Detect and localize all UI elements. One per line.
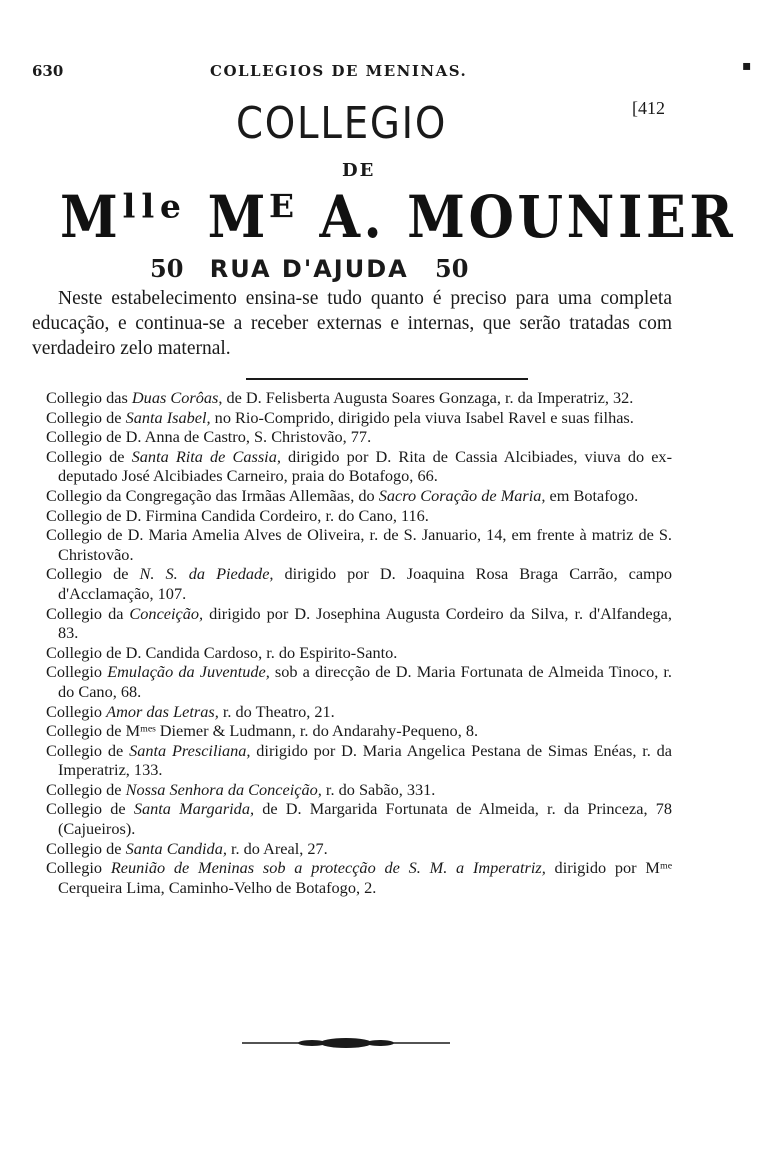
entry-pre: Collegio da	[46, 603, 130, 623]
entry-it: Duas Corôas	[131, 388, 219, 407]
college-entry	[46, 604, 672, 643]
college-entry	[46, 839, 672, 859]
entry-post: sob a direcção de D. Maria Fortunata de Almeida Tinoco, r. do Cano, 68.	[58, 662, 673, 701]
college-entry	[46, 662, 672, 701]
college-list	[46, 388, 672, 897]
entry-pre: Collegio	[46, 701, 107, 721]
college-entry	[46, 780, 672, 800]
entry-pre: Collegio de	[46, 446, 132, 466]
edge-mark: ▪	[742, 58, 752, 74]
college-entry	[46, 447, 672, 486]
ornament-divider	[242, 1036, 450, 1050]
entry-pre: Collegio de D. Firmina Candida Cordeiro, r. do Cano, 116.	[46, 505, 429, 525]
entry-pre: Collegio das	[46, 388, 132, 407]
entry-post: dirigido por D. Joaquina Rosa Braga Carrão, campo d'Acclamação, 107.	[58, 564, 672, 603]
college-entry	[46, 408, 672, 428]
entry-it: Santa Margarida,	[133, 799, 255, 819]
advert-title: COLLEGIO	[236, 98, 448, 149]
entry-pre: Collegio	[46, 858, 111, 878]
college-entry	[46, 858, 672, 897]
advert-name-display: Mˡˡᵉ Mᴱ A. MOUNIER	[60, 183, 737, 251]
entry-post: dirigido por Mᵐᵉ Cerqueira Lima, Caminho-Velho de Botafogo, 2.	[58, 858, 672, 897]
entry-post: r. do Areal, 27.	[226, 838, 328, 858]
address-number-left: 50	[150, 254, 184, 283]
college-entry	[46, 721, 672, 741]
entry-it: Santa Presciliana,	[129, 740, 251, 760]
entry-post: , de D. Felisberta Augusta Soares Gonzaga, r. da Imperatriz, 32.	[218, 388, 634, 407]
college-entry	[46, 427, 672, 447]
entry-it: Santa Isabel,	[125, 407, 211, 427]
college-entry	[46, 506, 672, 526]
entry-post: r. do Theatro, 21.	[218, 701, 335, 721]
entry-post: de D. Margarida Fortunata de Almeida, r. da Princeza, 78 (Cajueiros).	[58, 799, 672, 839]
entry-pre: Collegio de	[46, 740, 130, 760]
entry-post: dirigido por D. Rita de Cassia Alcibiades, viuva do ex-deputado José Alcibiades Carneiro, praia do Botafogo, 66.	[58, 446, 672, 486]
entry-it: Emulação da Juventude,	[107, 662, 270, 682]
entry-pre: Collegio de	[46, 407, 126, 427]
entry-post: dirigido por D. Josephina Augusta Cordeiro da Silva, r. d'Alfandega, 83.	[58, 603, 672, 643]
reference-number: [412	[632, 98, 665, 118]
college-entry	[46, 799, 672, 838]
entry-it: Amor das Letras,	[106, 701, 219, 721]
page-number: 630	[32, 62, 64, 80]
entry-pre: Collegio de	[46, 799, 134, 819]
college-entry	[46, 741, 672, 780]
entry-it: N. S. da Piedade,	[139, 564, 274, 584]
entry-it: Santa Rita de Cassia,	[131, 446, 281, 466]
entry-pre: Collegio de D. Maria Amelia Alves de Oliveira, r. de S. Januario, 14, em frente à matriz de S. Christovão.	[46, 525, 672, 564]
entry-pre: Collegio de Mᵐᵉˢ Diemer & Ludmann, r. do Andarahy-Pequeno, 8.	[46, 721, 479, 741]
entry-it: Santa Candida,	[125, 838, 227, 858]
entry-pre: Collegio	[46, 662, 108, 682]
entry-pre: Collegio de D. Candida Cardoso, r. do Espirito-Santo.	[46, 642, 398, 662]
college-entry	[46, 702, 672, 722]
entry-pre: Collegio de D. Anna de Castro, S. Christovão, 77.	[46, 427, 372, 447]
entry-post: em Botafogo.	[545, 485, 639, 505]
advert-address	[150, 254, 468, 283]
college-entry	[46, 486, 672, 506]
advert-de: DE	[342, 160, 376, 181]
entry-post: no Rio-Comprido, dirigido pela viuva Isabel Ravel e suas filhas.	[210, 407, 634, 427]
address-number-right: 50	[435, 254, 469, 283]
address-street: RUA D'AJUDA	[209, 255, 409, 283]
entry-it: Nossa Senhora da Conceição,	[125, 779, 322, 799]
running-head: COLLEGIOS DE MENINAS.	[210, 62, 468, 80]
entry-pre: Collegio da Congregação das Irmãas Allemãas, do	[46, 485, 379, 505]
entry-pre: Collegio de	[46, 564, 140, 584]
entry-it: Sacro Coração de Maria,	[378, 485, 546, 505]
entry-post: dirigido por D. Maria Angelica Pestana de Simas Enéas, r. da Imperatriz, 133.	[58, 740, 672, 780]
entry-post: r. do Sabão, 331.	[321, 779, 436, 799]
college-entry	[46, 564, 672, 603]
entry-it: Conceição,	[129, 603, 204, 623]
advert-intro: Neste estabelecimento ensina-se tudo quanto é preciso para uma completa educação, e continua-se a receber externas e internas, que serão tratadas com verdadeiro zelo maternal.	[32, 288, 672, 359]
college-entry	[46, 643, 672, 663]
entry-pre: Collegio de	[46, 779, 126, 799]
college-entry	[46, 388, 672, 408]
section-rule	[246, 378, 528, 380]
college-entry	[46, 525, 672, 564]
entry-pre: Collegio de	[46, 838, 126, 858]
entry-it: Reunião de Meninas sob a protecção de S. M. a Imperatriz,	[110, 858, 546, 878]
